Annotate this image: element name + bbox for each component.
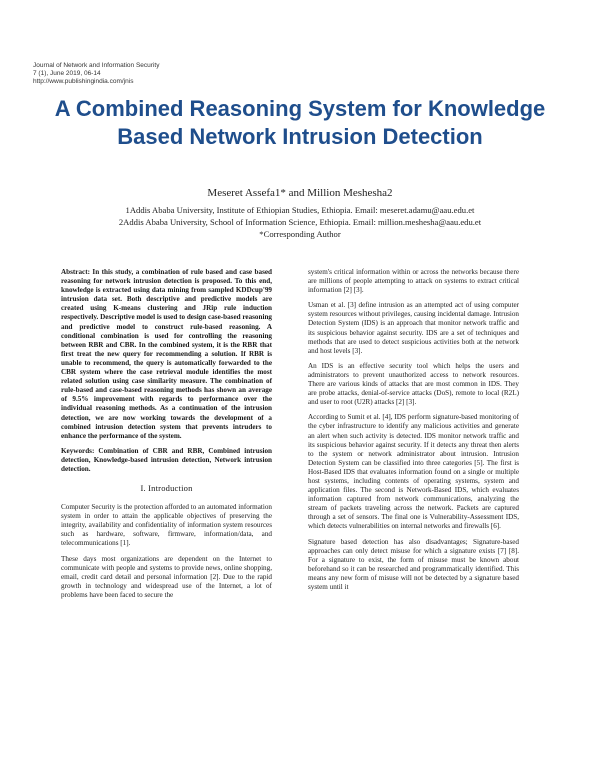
- affiliation-1: 1Addis Ababa University, Institute of Ethiopian Studies, Ethiopia. Email: meseret.adamu@aau.edu.et: [125, 205, 475, 215]
- left-column: [61, 268, 272, 606]
- keywords: Keywords: Combination of CBR and RBR, Combined intrusion detection, Knowledge-based intrusion detection, Network intrusion detection.: [61, 446, 272, 473]
- affiliations: [40, 204, 560, 240]
- affiliation-2: 2Addis Ababa University, School of Information Science, Ethiopia. Email: million.meshesha@aau.edu.et: [118, 217, 482, 227]
- paragraph: Usman et al. [3] define intrusion as an attempted act of using computer system resources without privileges, causing incidental damage. Intrusion Detection System (IDS) is an approach that monitor network traffic and its suspicious behavior against security. IDS are a set of techniques and methods that are used to detect suspicious activities both at the network and host levels [3].: [308, 301, 519, 355]
- paragraph: system's critical information within or across the networks because there are millions of people attempting to attack on systems to extract critical information [2] [3].: [308, 268, 519, 295]
- paragraph: These days most organizations are dependent on the Internet to communicate with people and systems to provide news, online shopping, email, credit card detail and personal information [2]. Due to the rapid growth in technology and widespread use of the Internet, a lot of problems have been faced to secure the: [61, 554, 272, 599]
- section-heading-introduction: I. Introduction: [140, 483, 193, 494]
- paper-title: A Combined Reasoning System for Knowledge Based Network Intrusion Detection: [54, 96, 546, 149]
- corresponding-author-note: *Corresponding Author: [259, 229, 341, 239]
- journal-header: [33, 62, 159, 86]
- right-column: [308, 268, 519, 598]
- paper-authors: Meseret Assefa1* and Million Meshesha2: [207, 187, 393, 199]
- journal-name: Journal of Network and Information Security: [33, 62, 160, 69]
- paragraph: According to Sumit et al. [4], IDS perform signature-based monitoring of the cyber infrastructure to identify any malicious activities and generate an alert when such activity is detected. IDS monitor network traffic and its suspicious behavior against security. If it detects any threat then alerts to the system or network administrator about intrusion. Intrusion Detection System can be classified into three categories [5]. The first is Host-Based IDS that evaluates information found on a single or multiple host systems, including contents of operating systems, system and application files. The second is Network-Based IDS, which evaluates information captured from network communications, analyzing the stream of packets traveling across the network. Packets are captured through a set of sensors. The final one is Vulnerability-Assessment IDS, which detects vulnerabilities on internal networks and firewalls [6].: [308, 413, 519, 531]
- paragraph: Signature based detection has also disadvantages; Signature-based approaches can only detect misuse for which a signature exists [7] [8]. For a signature to exist, the form of misuse must be known about beforehand so it can be researched and programmatically identified. This means any new form of misuse will not be detected by a signature based system until it: [308, 537, 519, 591]
- abstract: Abstract: In this study, a combination of rule based and case based reasoning for network intrusion detection is proposed. To this end, knowledge is extracted using data mining from sampled KDDcup'99 intrusion data set. Both descriptive and predictive models are created using K-means clustering and JRip rule induction respectively. Descriptive model is used to design case-based reasoning and predictive model to construct rule-based reasoning. A conditional combination is used for controlling the reasoning between RBR and CBR. In the combined system, it is the RBR that first treat the new query for recommending a solution. If RBR is unable to recommend, the query is automatically forwarded to the CBR system where the case retrieval module identifies the most related solution using case similarity measure. The combination of rule-based and case-based reasoning methods has shown an average of 9.5% improvement with regards to performance over the individual reasoning methods. As a continuation of the intrusion detection, we are now working towards the development of a combined intrusion detection system that prevents intruders to enhance the performance of the system.: [61, 268, 272, 440]
- paragraph: An IDS is an effective security tool which helps the users and administrators to prevent unauthorized access to network resources. There are various kinds of attacks that are most common in IDS. They are probe attacks, denial-of-service attacks (DoS), remote to local (R2L) and user to root (U2R) attacks [2] [3].: [308, 361, 519, 407]
- journal-issue: 7 (1), June 2019, 06-14: [33, 70, 101, 77]
- paragraph: Computer Security is the protection afforded to an automated information system in order to attain the applicable objectives of preserving the integrity, availability and confidentiality of information system resources such as hardware, software, firmware, information/data, and telecommunications [1].: [61, 503, 272, 548]
- journal-url[interactable]: http://www.publishingindia.com/jnis: [33, 78, 134, 85]
